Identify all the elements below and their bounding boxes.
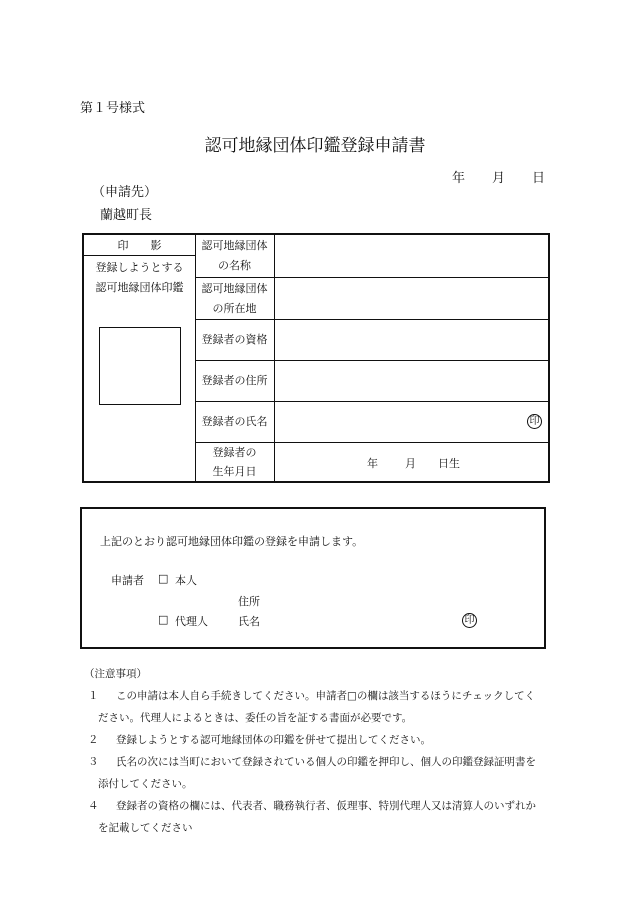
- note-number: ４: [88, 800, 99, 812]
- org-address-label-line2: の所在地: [212, 302, 257, 315]
- registrant-address-field[interactable]: [275, 361, 548, 401]
- seal-mark-icon: 印: [527, 414, 542, 429]
- date-year-label: 年: [452, 171, 466, 186]
- registrant-qualification-label: 登録者の資格: [201, 333, 268, 346]
- org-name-label-line1: 認可地縁団体: [201, 239, 268, 252]
- applicant-label: 申請者: [111, 574, 144, 587]
- application-statement: 上記のとおり認可地縁団体印鑑の登録を申請します。: [100, 535, 364, 548]
- name-label: 氏名: [238, 615, 260, 628]
- dob-day-label: 日生: [438, 457, 460, 470]
- note-item: [80, 795, 560, 839]
- dob-year-label: 年: [367, 457, 378, 470]
- org-name-field[interactable]: [275, 235, 548, 277]
- date-day-label: 日: [532, 171, 546, 186]
- registration-table: [82, 233, 550, 483]
- org-address-label-line1: 認可地縁団体: [201, 282, 268, 295]
- date-month-label: 月: [492, 171, 506, 186]
- registrant-name-field[interactable]: [275, 402, 548, 442]
- seal-impression-box: [99, 327, 181, 405]
- note-item: [80, 685, 560, 729]
- seal-description-line1: 登録しようとする: [95, 261, 184, 274]
- note-text: 登録者の資格の欄には、代表者、職務執行者、仮理事、特別代理人又は清算人のいずれか: [116, 800, 536, 812]
- notes-heading: （注意事項）: [84, 668, 147, 680]
- notes-section: [80, 663, 560, 839]
- seal-impression-heading: 印 影: [117, 239, 162, 252]
- registrant-dob-label-line2: 生年月日: [212, 465, 257, 478]
- page-title: 認可地縁団体印鑑登録申請書: [204, 136, 426, 156]
- note-text: ださい。代理人によるときは、委任の旨を証する書面が必要です。: [98, 712, 413, 724]
- note-number: １: [88, 690, 99, 702]
- registrant-dob-label-line1: 登録者の: [212, 446, 257, 459]
- note-number: ３: [88, 756, 99, 768]
- agent-checkbox[interactable]: □: [158, 613, 169, 626]
- note-item: [80, 729, 560, 751]
- registrant-name-label: 登録者の氏名: [201, 415, 268, 428]
- org-name-label-line2: の名称: [218, 259, 251, 272]
- dob-month-label: 月: [405, 457, 416, 470]
- note-text: を記載してください: [98, 822, 193, 834]
- recipient: 蘭越町長: [100, 208, 153, 223]
- note-item: [80, 751, 560, 795]
- application-box: [80, 507, 546, 649]
- note-text: 添付してください。: [98, 778, 193, 790]
- seal-description-line2: 認可地縁団体印鑑: [95, 281, 184, 294]
- note-text: 氏名の次には当町において登録されている個人の印鑑を押印し、個人の印鑑登録証明書を: [116, 756, 536, 768]
- registrant-qualification-field[interactable]: [275, 320, 548, 360]
- form-number: 第１号様式: [80, 101, 146, 116]
- org-address-field[interactable]: [275, 278, 548, 319]
- addressee-label: （申請先）: [92, 185, 158, 200]
- self-option-label: 本人: [175, 574, 197, 587]
- note-text: この申請は本人自ら手続きしてください。申請者□の欄は該当するほうにチェックしてく: [116, 690, 536, 702]
- agent-option-label: 代理人: [175, 615, 208, 628]
- registrant-address-label: 登録者の住所: [201, 374, 268, 387]
- note-text: 登録しようとする認可地縁団体の印鑑を併せて提出してください。: [116, 734, 431, 746]
- self-checkbox[interactable]: □: [158, 572, 169, 585]
- address-label: 住所: [238, 595, 260, 608]
- seal-mark-icon: 印: [462, 613, 477, 628]
- note-number: ２: [88, 734, 99, 746]
